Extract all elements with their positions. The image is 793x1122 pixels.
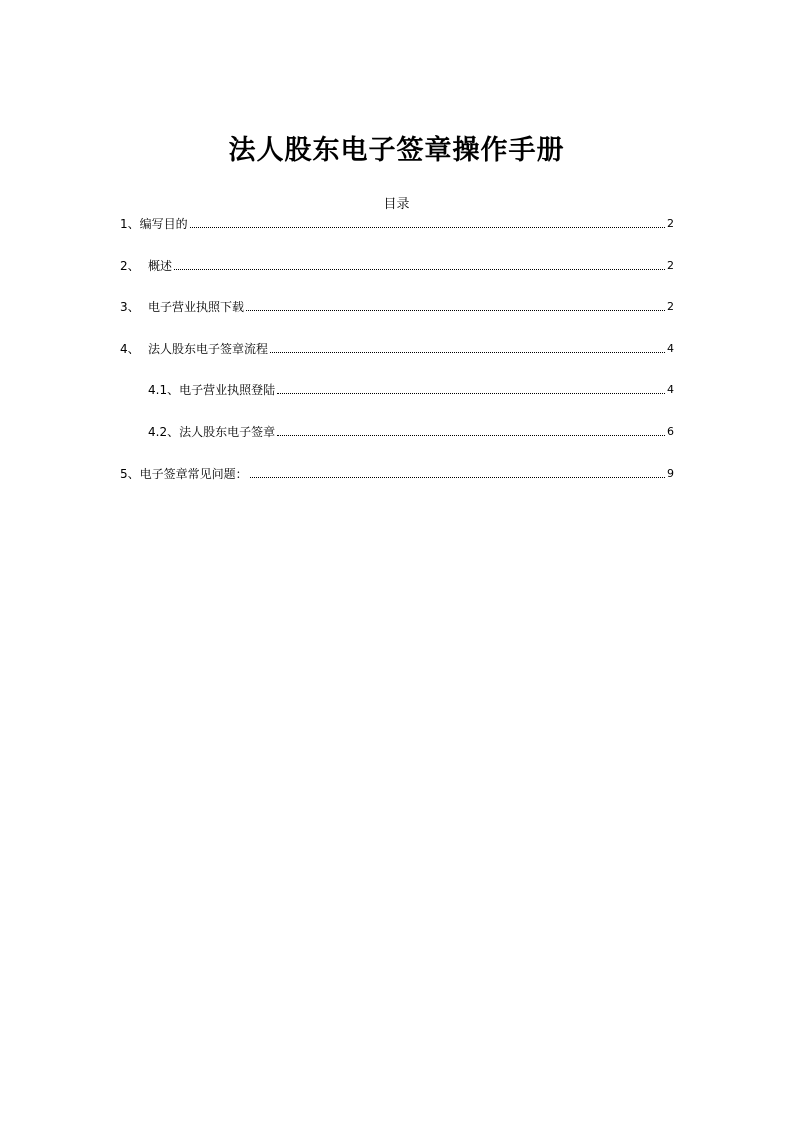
toc-entry-license-download[interactable] — [120, 297, 674, 315]
toc-entry-page: 2 — [667, 259, 674, 272]
toc-entry-text: 概述 — [148, 259, 173, 273]
toc-entry-number: 3、 — [120, 300, 140, 314]
toc-entry-shareholder-signature[interactable] — [148, 422, 674, 440]
toc-entry-page: 2 — [667, 217, 674, 230]
toc-entry-text: 电子营业执照登陆 — [179, 383, 276, 397]
toc-leader-dots — [277, 392, 665, 394]
toc-entry-page: 2 — [667, 300, 674, 313]
toc-entry-signature-process[interactable] — [120, 339, 674, 357]
toc-entry-number: 2、 — [120, 259, 140, 273]
toc-heading: 目录 — [383, 197, 410, 212]
toc-entry-page: 4 — [667, 342, 674, 355]
toc-leader-dots — [246, 309, 665, 311]
toc-entry-text: 编写目的 — [139, 217, 188, 231]
toc-entry-text: 法人股东电子签章流程 — [148, 342, 269, 356]
toc-entry-number: 4、 — [120, 342, 140, 356]
toc-entry-overview[interactable] — [120, 256, 674, 274]
toc-entry-page: 4 — [667, 383, 674, 396]
toc-entry-number: 5、 — [120, 467, 140, 481]
document-title: 法人股东电子签章操作手册 — [228, 135, 565, 166]
toc-entry-number: 1、 — [120, 217, 140, 231]
toc-entry-writing-purpose[interactable] — [120, 214, 674, 232]
toc-entry-text: 电子营业执照下载 — [148, 300, 245, 314]
toc-leader-dots — [277, 434, 665, 436]
toc-entry-number: 4.2、 — [148, 425, 180, 439]
toc-entry-page: 6 — [667, 425, 674, 438]
toc-entry-faq[interactable] — [120, 464, 674, 482]
toc-entry-license-login[interactable] — [148, 380, 674, 398]
toc-leader-dots — [270, 351, 665, 353]
toc-leader-dots — [174, 268, 665, 270]
toc-entry-number: 4.1、 — [148, 383, 180, 397]
toc-entry-text: 法人股东电子签章 — [179, 425, 276, 439]
toc-entry-page: 9 — [667, 467, 674, 480]
toc-leader-dots — [250, 476, 665, 478]
toc-entry-text: 电子签章常见问题： — [139, 467, 248, 481]
toc-leader-dots — [190, 226, 665, 228]
